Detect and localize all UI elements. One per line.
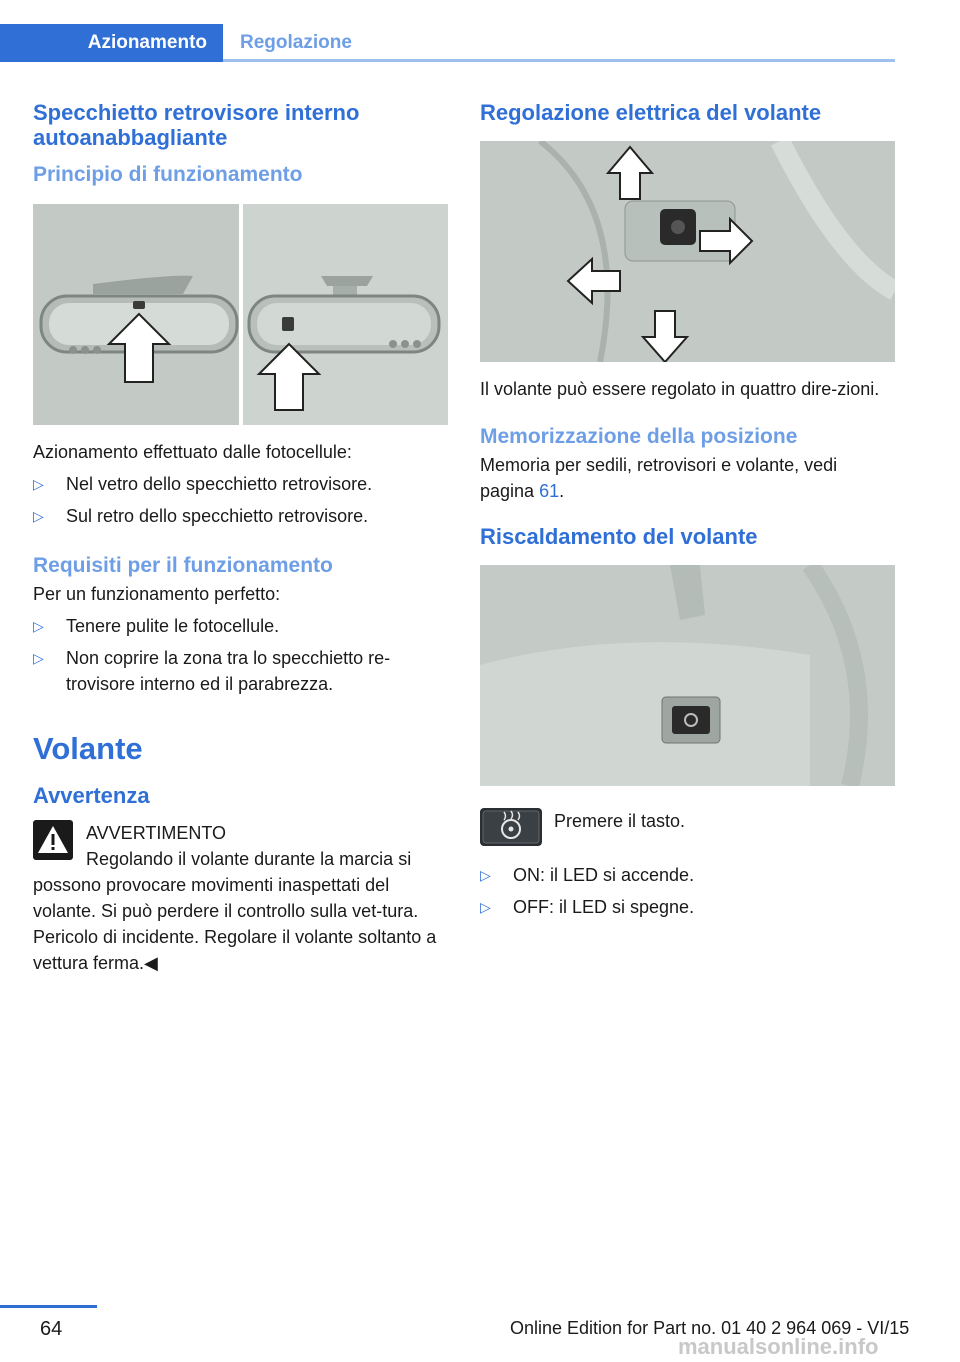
mirror-illustration [33, 204, 448, 425]
heating-button-caption: Premere il tasto. [554, 811, 686, 831]
steering-heating-button-drawing [480, 565, 895, 786]
warning-block [33, 820, 448, 976]
warning-text: Regolando il volante durante la marcia si possono provocare movimenti inaspettati del volante. Si può perdere il controllo sulla vet‐tura. Pericolo di incidente. Regolare il volante soltanto a vettura ferma.◀ [33, 849, 437, 973]
steering-heating-button-icon [480, 808, 542, 846]
memory-text [480, 452, 890, 504]
bullet-triangle-icon: ▷ [33, 618, 44, 634]
tab-underline [223, 59, 895, 62]
list-item-text: Nel vetro dello specchietto retrovisore. [66, 474, 373, 494]
list-item [480, 894, 895, 920]
steering-adjust-switch-drawing [480, 141, 895, 362]
warning-triangle-icon [33, 820, 73, 860]
list-item-text: OFF: il LED si spegne. [513, 897, 695, 917]
steering-adjust-illustration [480, 141, 895, 362]
requirements-list [33, 613, 428, 697]
chapter-tabs [0, 24, 895, 62]
bullet-triangle-icon: ▷ [33, 476, 44, 492]
list-item [33, 503, 448, 529]
mirror-photocells-drawing [33, 204, 448, 425]
list-item-text: ON: il LED si accende. [513, 865, 695, 885]
electric-adjust-title: Regolazione elettrica del volante [480, 100, 822, 125]
steering-section-title: Volante [33, 731, 143, 766]
list-item [33, 471, 448, 497]
electric-adjust-text: Il volante può essere regolato in quattro dire‐zioni. [480, 379, 880, 399]
list-item-text: Non coprire la zona tra lo specchietto re‐trovisore interno ed il parabrezza. [66, 648, 391, 694]
memory-text-before: Memoria per sedili, retrovisori e volante, vedi pagina [480, 455, 838, 501]
requirements-title: Requisiti per il funzionamento [33, 554, 333, 577]
bullet-triangle-icon: ▷ [33, 650, 44, 666]
heating-button-row [480, 808, 895, 848]
list-item [33, 645, 428, 697]
photocell-list [33, 471, 448, 529]
memory-text-after: . [559, 481, 565, 501]
mirror-section-title: Specchietto retrovisore interno autoanabbagliante [33, 100, 360, 150]
left-column [33, 100, 448, 976]
edition-text: Online Edition for Part no. 01 40 2 964 069 - VI/15 [510, 1318, 910, 1338]
watermark: manualsonline.info [678, 1334, 879, 1359]
list-item [480, 862, 895, 888]
list-item-text: Tenere pulite le fotocellule. [66, 616, 280, 636]
memory-page-link[interactable]: 61 [539, 481, 560, 501]
photocell-intro: Azionamento effettuato dalle fotocellule: [33, 442, 352, 462]
tab-azionamento[interactable]: Azionamento [0, 24, 223, 62]
warning-section-title: Avvertenza [33, 783, 150, 808]
heating-list [480, 862, 895, 920]
list-item-text: Sul retro dello specchietto retrovisore. [66, 506, 369, 526]
bullet-triangle-icon: ▷ [480, 899, 491, 915]
right-column [480, 100, 895, 926]
heating-title: Riscaldamento del volante [480, 524, 758, 549]
heating-illustration [480, 565, 895, 786]
footer-rule [0, 1305, 97, 1308]
principle-title: Principio di funzionamento [33, 163, 303, 186]
bullet-triangle-icon: ▷ [480, 867, 491, 883]
list-item [33, 613, 428, 639]
page-number: 64 [40, 1318, 63, 1340]
warning-label: AVVERTIMENTO [86, 823, 227, 843]
requirements-intro: Per un funzionamento perfetto: [33, 584, 281, 604]
tab-regolazione[interactable]: Regolazione [240, 32, 352, 53]
memory-title: Memorizzazione della posizione [480, 425, 798, 448]
bullet-triangle-icon: ▷ [33, 508, 44, 524]
